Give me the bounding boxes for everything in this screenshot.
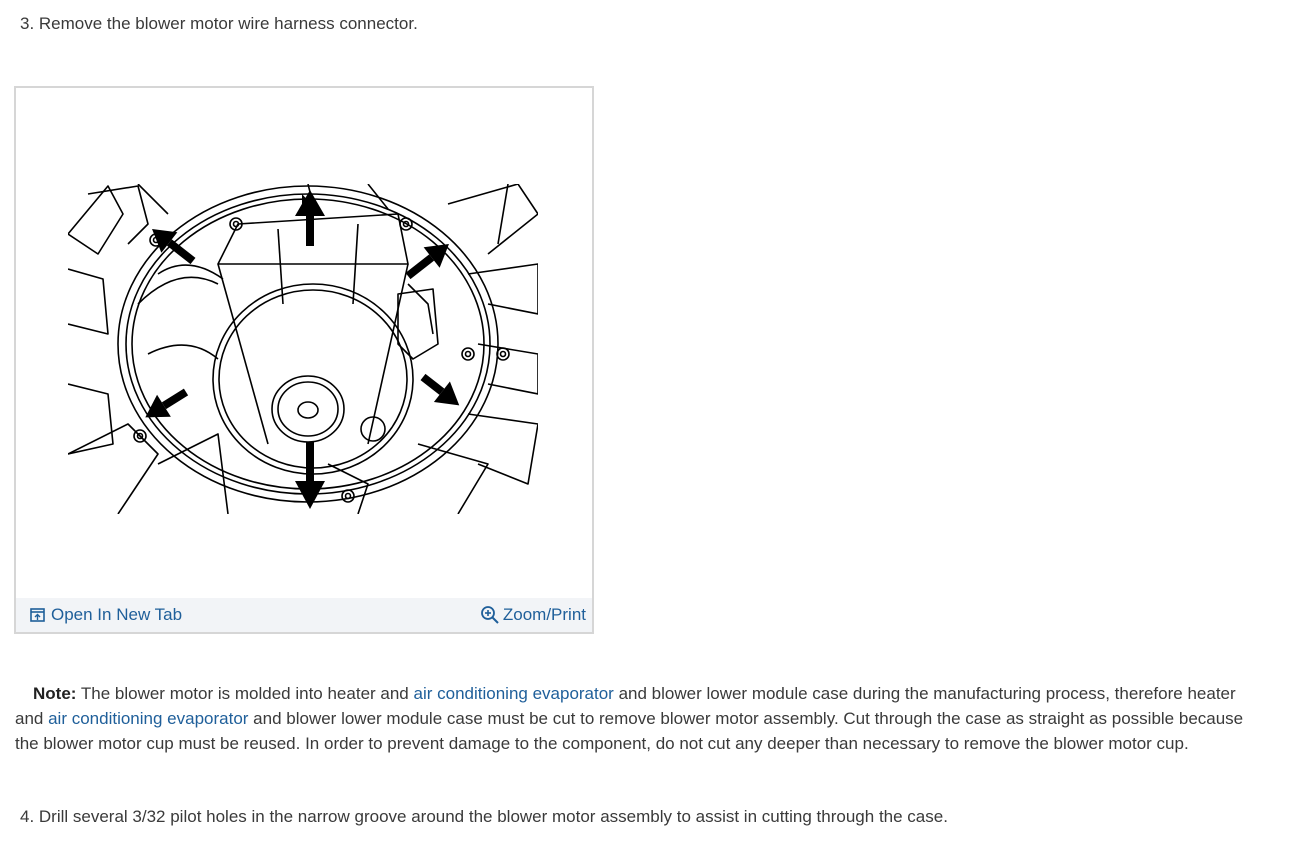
ac-evaporator-link-2[interactable]: air conditioning evaporator <box>48 709 249 728</box>
open-in-new-tab-link[interactable] <box>30 604 182 626</box>
open-in-new-tab-label: Open In New Tab <box>51 605 183 624</box>
zoom-print-link[interactable] <box>480 604 586 626</box>
note-text-2: and blower lower module case during the manufacturing process, therefore heater and <box>15 684 1236 728</box>
note-label: Note: <box>33 684 77 703</box>
open-new-tab-icon <box>30 608 45 622</box>
ac-evaporator-link-1[interactable]: air conditioning evaporator <box>413 684 614 703</box>
step-3-text: 3. Remove the blower motor wire harness connector. <box>20 14 418 33</box>
note-text-3: and blower lower module case must be cut to remove blower motor assembly. Cut through the case as straight as possible because the blower motor cup must be reused. In order to prevent damage to the component, do not cut any deeper than necessary to remove the blower motor cup. <box>15 709 1244 753</box>
step-4-text: 4. Drill several 3/32 pilot holes in the narrow groove around the blower motor assembly to assist in cutting through the case. <box>20 807 948 826</box>
note-paragraph <box>15 681 1255 756</box>
figure-toolbar <box>16 598 592 632</box>
blower-motor-illustration <box>68 184 538 514</box>
figure-container <box>14 86 594 634</box>
zoom-print-label: Zoom/Print <box>502 605 586 624</box>
note-text-1: The blower motor is molded into heater and <box>76 684 414 703</box>
zoom-magnifier-icon <box>480 605 500 625</box>
